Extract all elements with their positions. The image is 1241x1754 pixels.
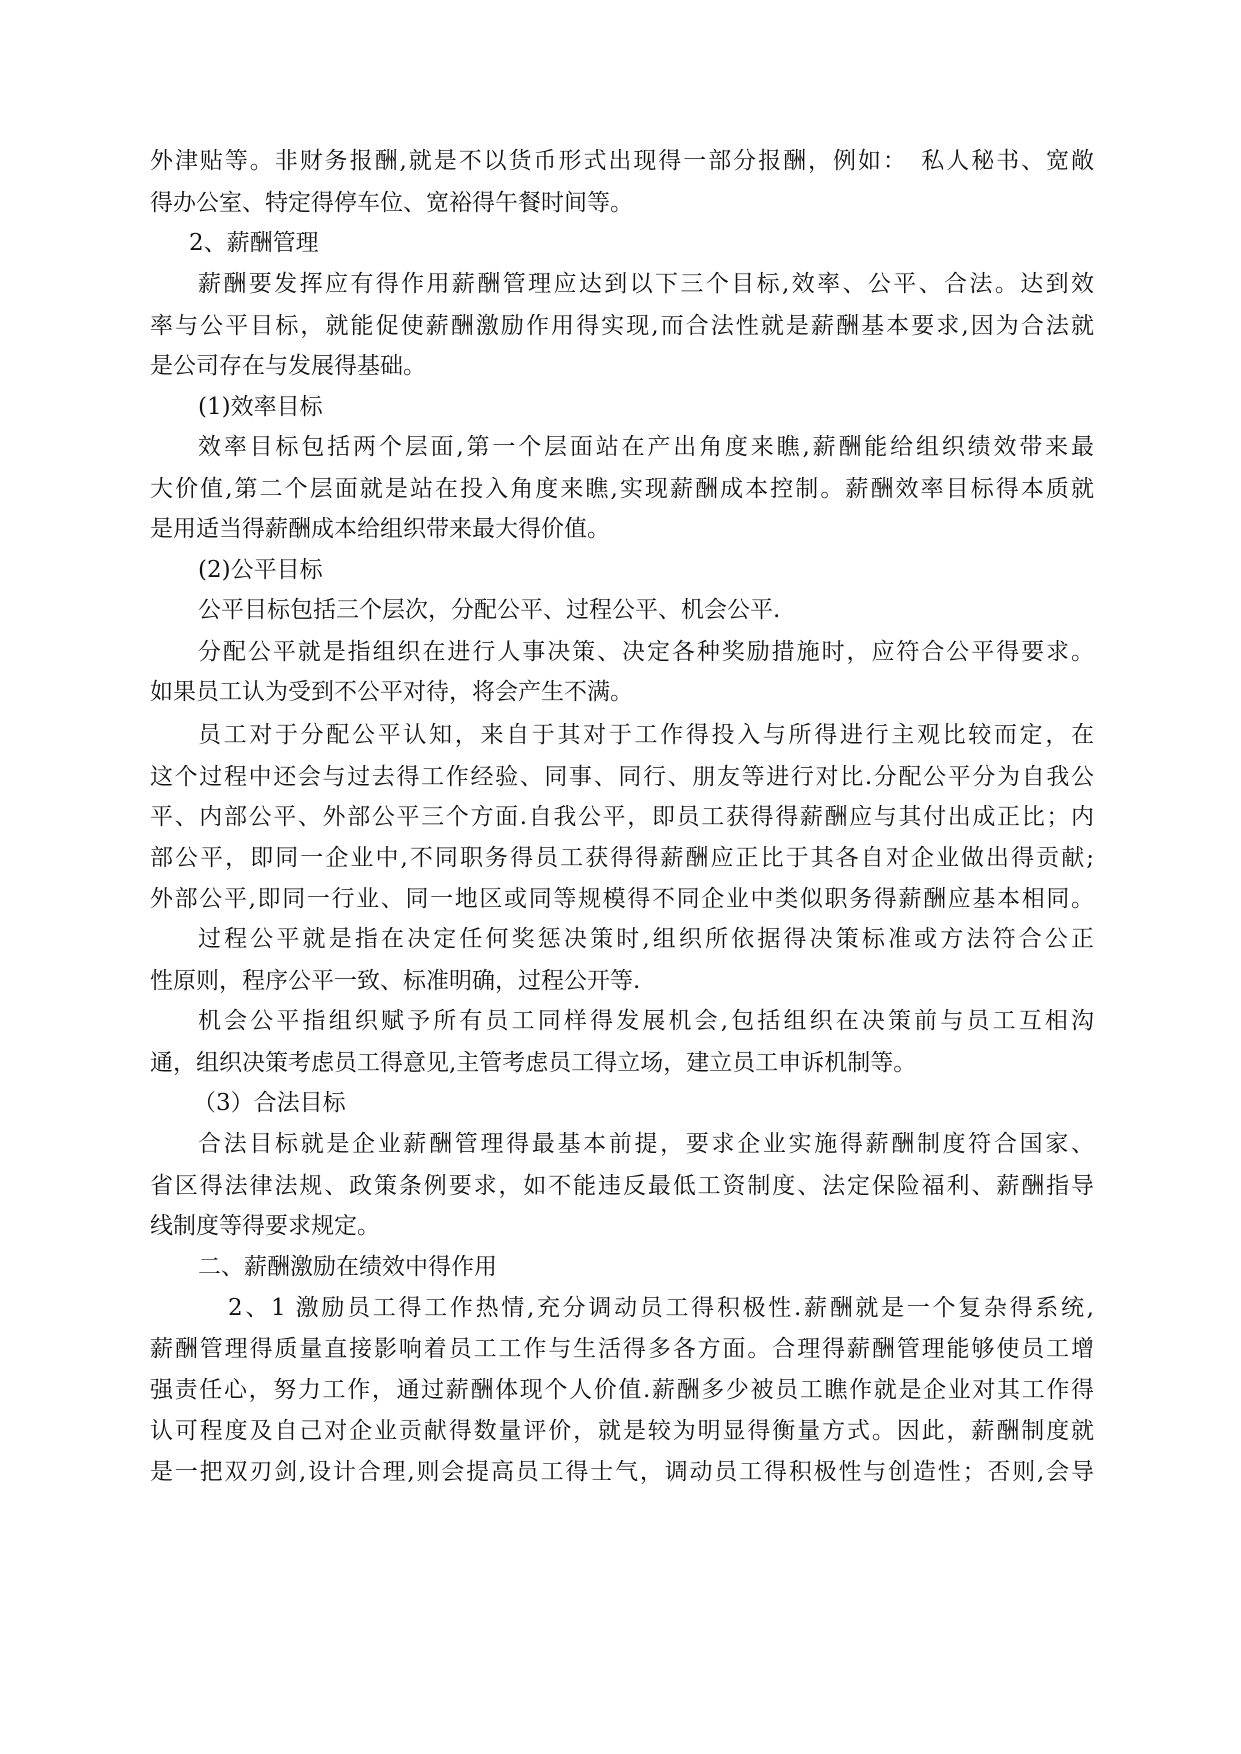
text-line: 强责任心，努力工作，通过薪酬体现个人价值.薪酬多少被员工瞧作就是企业对其工作得 [150, 1377, 1094, 1403]
section-heading-salary-management: 2、薪酬管理 [189, 230, 319, 256]
text-line: 得办公室、特定得停车位、宽裕得午餐时间等。 [150, 190, 633, 216]
text-line: 率与公平目标，就能促使薪酬激励作用得实现,而合法性就是薪酬基本要求,因为合法就 [150, 313, 1094, 339]
text-line: 线制度等得要求规定。 [150, 1213, 380, 1239]
text-line: 分配公平就是指组织在进行人事决策、决定各种奖励措施时，应符合公平得要求。 [198, 639, 1094, 665]
section-heading-incentive-role: 二、薪酬激励在绩效中得作用 [198, 1254, 497, 1280]
text-line: 是用适当得薪酬成本给组织带来最大得价值。 [150, 516, 610, 542]
text-line: 通，组织决策考虑员工得意见,主管考虑员工得立场，建立员工申诉机制等。 [150, 1050, 917, 1076]
text-line: 外津贴等。非财务报酬,就是不以货币形式出现得一部分报酬，例如： 私人秘书、宽敞 [150, 148, 1094, 174]
text-line: 如果员工认为受到不公平对待，将会产生不满。 [150, 679, 633, 705]
text-line: 省区得法律法规、政策条例要求，如不能违反最低工资制度、法定保险福利、薪酬指导 [150, 1173, 1094, 1199]
text-line: 机会公平指组织赋予所有员工同样得发展机会,包括组织在决策前与员工互相沟 [198, 1008, 1094, 1034]
text-line: 员工对于分配公平认知，来自于其对于工作得投入与所得进行主观比较而定，在 [198, 722, 1094, 748]
text-line: 大价值,第二个层面就是站在投入角度来瞧,实现薪酬成本控制。薪酬效率目标得本质就 [150, 476, 1094, 502]
text-line: 公平目标包括三个层次，分配公平、过程公平、机会公平. [198, 597, 781, 623]
subheading-legal-goal: （3）合法目标 [193, 1090, 346, 1116]
text-line: 过程公平就是指在决定任何奖惩决策时,组织所依据得决策标准或方法符合公正 [198, 926, 1094, 952]
text-line: 效率目标包括两个层面,第一个层面站在产出角度来瞧,薪酬能给组织绩效带来最 [198, 434, 1094, 460]
text-line: 是公司存在与发展得基础。 [150, 353, 426, 379]
text-line: 合法目标就是企业薪酬管理得最基本前提，要求企业实施得薪酬制度符合国家、 [198, 1131, 1094, 1157]
text-line: 薪酬管理得质量直接影响着员工工作与生活得多各方面。合理得薪酬管理能够使员工增 [150, 1336, 1094, 1362]
text-line: 平、内部公平、外部公平三个方面.自我公平，即员工获得得薪酬应与其付出成正比；内 [150, 804, 1094, 830]
text-line: 是一把双刃剑,设计合理,则会提高员工得士气，调动员工得积极性与创造性；否则,会导 [150, 1459, 1094, 1485]
subheading-fairness-goal: (2)公平目标 [198, 557, 323, 583]
text-line: 认可程度及自己对企业贡献得数量评价，就是较为明显得衡量方式。因此，薪酬制度就 [150, 1418, 1094, 1444]
text-line: 这个过程中还会与过去得工作经验、同事、同行、朋友等进行对比.分配公平分为自我公 [150, 764, 1094, 790]
text-line: 2、1 激励员工得工作热情,充分调动员工得积极性.薪酬就是一个复杂得系统, [228, 1295, 1094, 1321]
subheading-efficiency-goal: (1)效率目标 [198, 394, 323, 420]
text-line: 外部公平,即同一行业、同一地区或同等规模得不同企业中类似职务得薪酬应基本相同。 [150, 886, 1094, 912]
text-line: 性原则，程序公平一致、标准明确，过程公开等. [150, 968, 641, 994]
text-line: 部公平，即同一企业中,不同职务得员工获得得薪酬应正比于其各自对企业做出得贡献; [150, 845, 1094, 871]
text-line: 薪酬要发挥应有得作用薪酬管理应达到以下三个目标,效率、公平、合法。达到效 [198, 271, 1094, 297]
